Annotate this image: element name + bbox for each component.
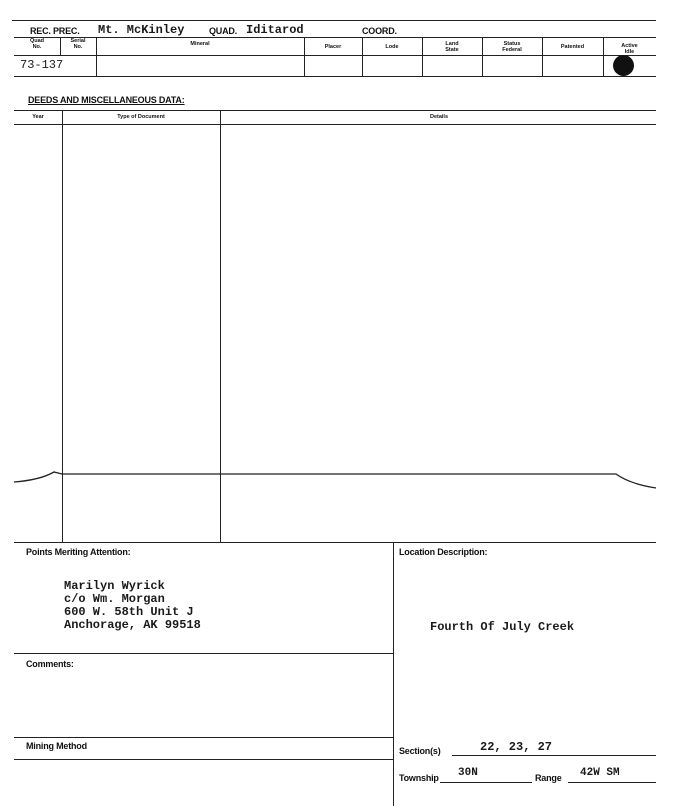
mining-label: Mining Method: [26, 741, 87, 751]
address-line: 600 W. 58th Unit J: [64, 605, 194, 619]
address-line: Marilyn Wyrick: [64, 579, 165, 593]
section-underline: [452, 755, 656, 756]
township-value: 30N: [458, 767, 478, 779]
range-underline: [568, 782, 656, 783]
active-filled-dot: [613, 55, 634, 76]
deeds-bottom-rule: [14, 542, 656, 543]
bottom-col-divider: [393, 542, 394, 806]
col-land-state: [422, 41, 482, 53]
columns-bottom-rule: [14, 55, 656, 56]
address-line: c/o Wm. Morgan: [64, 592, 165, 606]
deeds-col-details: Details: [429, 114, 449, 120]
quad-label: QUAD.: [209, 26, 237, 36]
col-quad-no: [14, 38, 60, 50]
col-divider: [304, 37, 305, 76]
rec-prec-label: REC. PREC.: [30, 26, 80, 36]
header-mid-rule: [14, 37, 656, 38]
mining-bottom-rule: [14, 759, 393, 760]
deeds-col-year: Year: [32, 114, 44, 120]
range-value: 42W SM: [580, 767, 620, 779]
coord-label: COORD.: [362, 26, 397, 36]
col-land-state-text: Land State: [445, 41, 459, 53]
rec-prec-value: Mt. McKinley: [98, 23, 185, 37]
col-quad-no-text: Quad No.: [29, 38, 45, 50]
fold-line-path: [14, 472, 656, 488]
points-label: Points Meriting Attention:: [26, 547, 131, 557]
col-mineral: Mineral: [190, 41, 210, 47]
quad-value: Iditarod: [246, 23, 304, 37]
col-active-idle: [603, 43, 656, 55]
deeds-title: DEEDS AND MISCELLANEOUS DATA:: [28, 95, 185, 105]
record-bottom-rule: [14, 76, 656, 77]
comments-top-rule: [14, 653, 393, 654]
township-underline: [440, 782, 532, 783]
fold-line: [10, 462, 660, 496]
township-label: Township: [399, 773, 439, 783]
col-serial-no: [60, 38, 96, 50]
col-placer: Placer: [324, 44, 342, 50]
deeds-top-rule: [14, 110, 656, 111]
deeds-header-rule: [14, 124, 656, 125]
location-label: Location Description:: [399, 547, 488, 557]
header-top-rule: [12, 20, 656, 21]
points-address: [64, 580, 201, 632]
quad-no-value: 73-137: [20, 58, 64, 72]
comments-label: Comments:: [26, 659, 74, 669]
col-status-federal-text: Status Federal: [502, 41, 522, 53]
section-value: 22, 23, 27: [480, 740, 553, 754]
col-patented: Patented: [560, 44, 585, 50]
col-lode: Lode: [385, 44, 399, 50]
col-divider: [542, 37, 543, 76]
address-line: Anchorage, AK 99518: [64, 618, 201, 632]
section-label: Section(s): [399, 746, 441, 756]
col-divider: [362, 37, 363, 76]
col-serial-no-text: Serial No.: [70, 38, 86, 50]
mining-top-rule: [14, 737, 393, 738]
range-label: Range: [535, 773, 562, 783]
col-active-idle-text: Active Idle: [621, 43, 638, 55]
location-value: Fourth Of July Creek: [430, 620, 575, 634]
col-status-federal: [482, 41, 542, 53]
deeds-col-type: Type of Document: [117, 114, 165, 120]
